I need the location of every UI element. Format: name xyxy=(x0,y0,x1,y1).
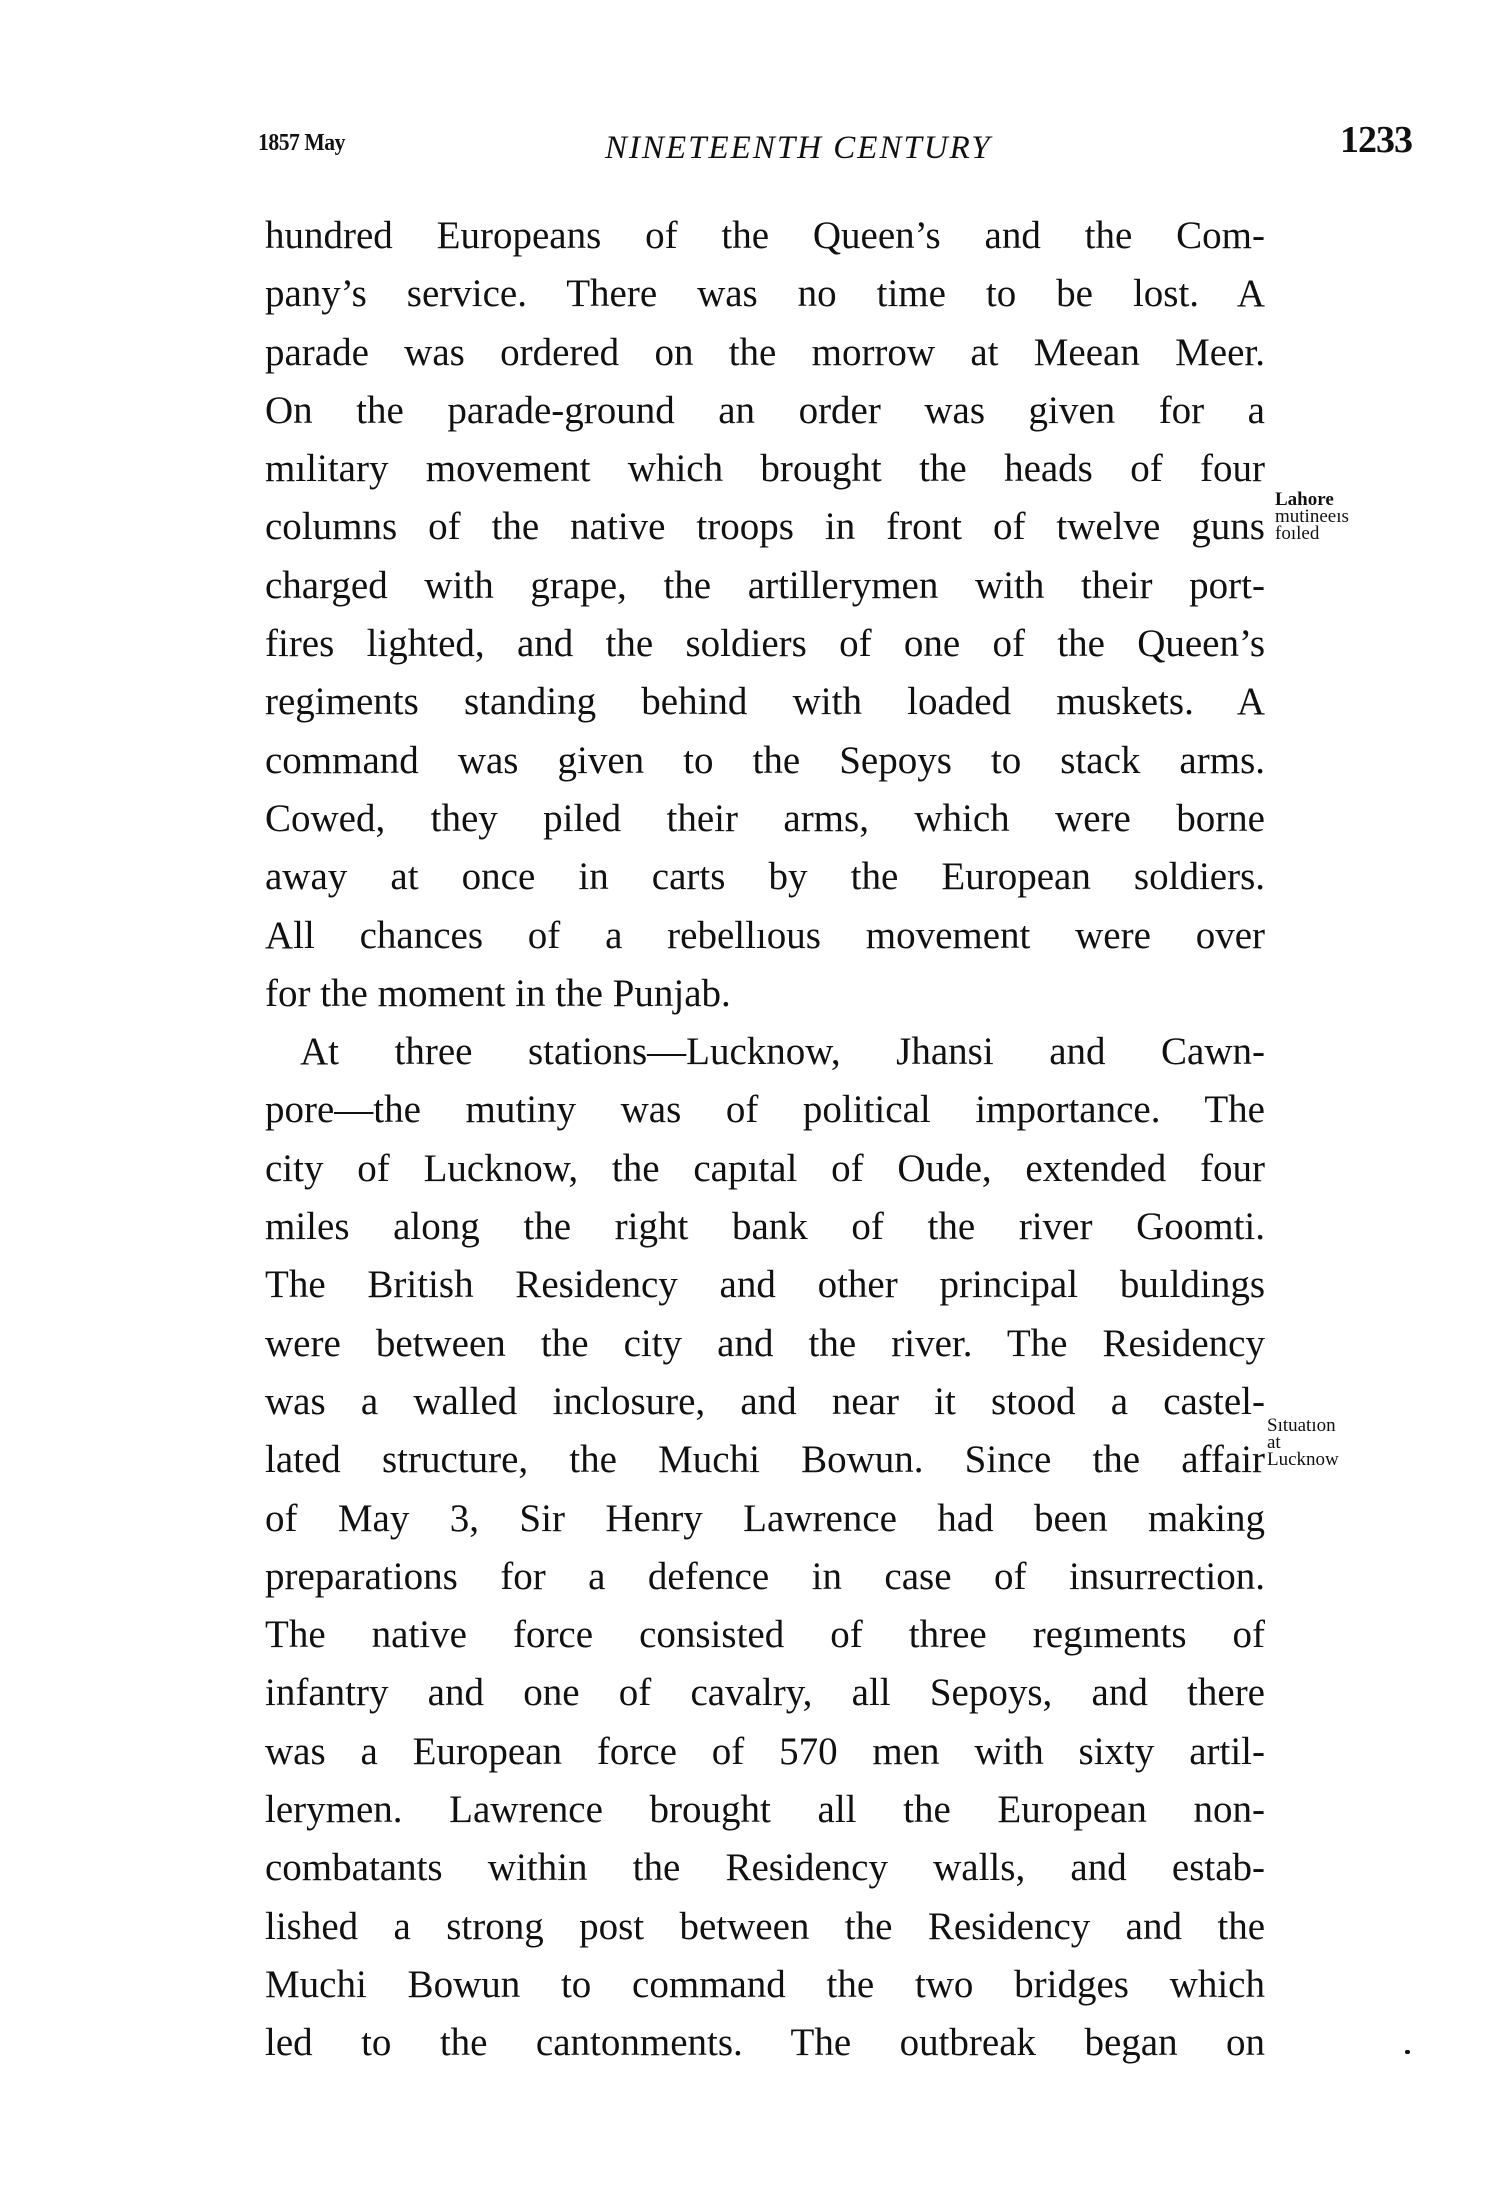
text-line: On the parade-ground an order was given for a xyxy=(265,388,1265,432)
margin-note-lahore xyxy=(1275,491,1349,542)
text-line: Cowed, they piled their arms, which were borne xyxy=(265,796,1265,840)
text-line: led to the cantonments. The outbreak began on xyxy=(265,2021,1265,2065)
text-line: All chances of a rebellıous movement were over xyxy=(265,913,1265,957)
text-line: pore—the mutiny was of political importance. The xyxy=(265,1088,1265,1132)
margin-note-line: Lahore xyxy=(1275,489,1334,510)
text-line: preparations for a defence in case of insurrection. xyxy=(265,1554,1265,1598)
text-line: Muchi Bowun to command the two bridges which xyxy=(265,1962,1265,2006)
text-line: mılitary movement which brought the heads of four xyxy=(265,447,1265,491)
text-line: infantry and one of cavalry, all Sepoys, and there xyxy=(265,1671,1265,1715)
text-line: were between the city and the river. The Residency xyxy=(265,1321,1265,1365)
margin-note-line: foıled xyxy=(1275,523,1320,544)
margin-note-line: Lucknow xyxy=(1267,1449,1339,1470)
text-line: combatants within the Residency walls, and estab- xyxy=(265,1846,1265,1890)
text-line: was a walled inclosure, and near it stood a castel- xyxy=(265,1379,1265,1423)
text-line: lished a strong post between the Residency and the xyxy=(265,1904,1265,1948)
text-line: was a European force of 570 men with sixty artil- xyxy=(265,1729,1265,1773)
text-line: city of Lucknow, the capıtal of Oude, extended four xyxy=(265,1146,1265,1190)
text-line: lerymen. Lawrence brought all the European non- xyxy=(265,1788,1265,1832)
text-line: fires lighted, and the soldiers of one of the Queen’s xyxy=(265,622,1265,666)
body-text xyxy=(265,207,1265,2073)
text-line: command was given to the Sepoys to stack arms. xyxy=(265,738,1265,782)
text-line-paragraph-end: for the moment in the Punjab. xyxy=(265,971,731,1015)
text-line: away at once in carts by the European soldiers. xyxy=(265,855,1265,899)
page-number: 1233 xyxy=(1340,119,1412,161)
text-line: pany’s service. There was no time to be lost. A xyxy=(265,272,1265,316)
text-line: regiments standing behind with loaded muskets. A xyxy=(265,680,1265,724)
margin-note-line: at xyxy=(1267,1432,1281,1453)
text-line: charged with grape, the artillerymen with their port- xyxy=(265,563,1265,607)
text-line: columns of the native troops in front of twelve guns xyxy=(265,505,1265,549)
text-line: The native force consisted of three regıments of xyxy=(265,1613,1265,1657)
margin-note-line: mutineeıs xyxy=(1275,506,1349,527)
text-line: The British Residency and other principal buıldings xyxy=(265,1263,1265,1307)
running-head-title: NINETEENTH CENTURY xyxy=(605,130,992,166)
margin-note-line: Sıtuatıon xyxy=(1267,1415,1336,1436)
text-line: lated structure, the Muchi Bowun. Since the affair xyxy=(265,1438,1265,1482)
scan-speck xyxy=(1405,2050,1410,2054)
text-line-paragraph-start: At three stations—Lucknow, Jhansi and Cawn- xyxy=(300,1030,1265,1074)
margin-note-lucknow xyxy=(1267,1417,1339,1468)
text-line: hundred Europeans of the Queen’s and the Com- xyxy=(265,214,1265,257)
text-line: miles along the right bank of the river Goomti. xyxy=(265,1205,1265,1249)
text-line: parade was ordered on the morrow at Meean Meer. xyxy=(265,330,1265,374)
running-head-date: 1857 May xyxy=(258,130,345,156)
text-line: of May 3, Sir Henry Lawrence had been making xyxy=(265,1496,1265,1540)
